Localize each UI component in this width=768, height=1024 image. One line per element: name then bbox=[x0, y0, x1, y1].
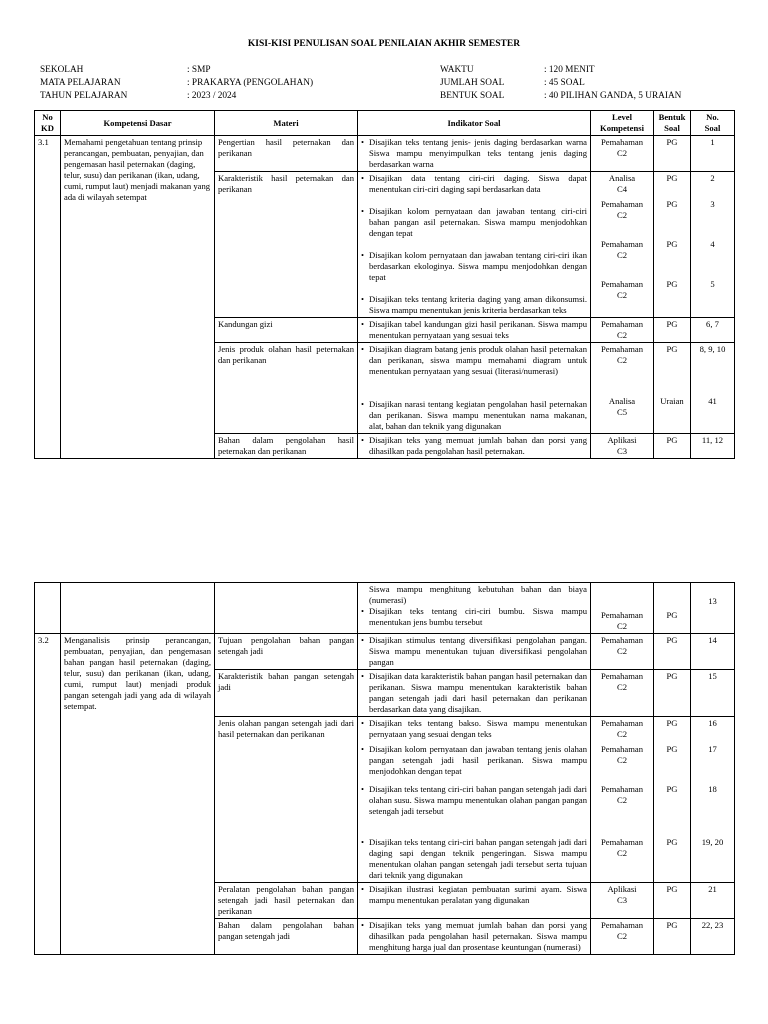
bentuk-cell: PG bbox=[654, 634, 691, 670]
materi-cell: Jenis produk olahan hasil peternakan dan perikanan bbox=[215, 343, 358, 434]
bentuk-cell: PG bbox=[654, 919, 691, 955]
indikator-item: • Disajikan teks tentang kriteria daging yang aman dikonsumsi. Siswa mampu menentukan jenis kriteria berdasarkan teks bbox=[361, 294, 587, 316]
materi-cell: Bahan dalam pengolahan bahan pangan setengah jadi bbox=[215, 919, 358, 955]
indikator-item: • Disajikan data tentang ciri-ciri daging. Siswa dapat menentukan ciri-ciri daging sapi berdasarkan data bbox=[361, 173, 587, 206]
table-header-row bbox=[35, 111, 735, 136]
table-row bbox=[35, 136, 735, 172]
no-soal-cell: 2 3 4 5 bbox=[691, 172, 735, 318]
meta-value: : 120 MENIT bbox=[544, 65, 595, 75]
indikator-item: • Disajikan kolom pernyataan dan jawaban tentang ciri-ciri ikan berdasarkan ekologinya. Siswa mampu menjodohkan dengan tepat bbox=[361, 250, 587, 294]
indikator-cell bbox=[358, 318, 591, 343]
no-soal-cell: 15 bbox=[691, 670, 735, 717]
materi-cell: Bahan dalam pengolahan hasil peternakan dan perikanan bbox=[215, 434, 358, 459]
materi-cell bbox=[215, 583, 358, 634]
header-bentuk: Bentuk Soal bbox=[654, 111, 691, 136]
meta-row-sekolah bbox=[40, 64, 420, 77]
header-no-kd: No KD bbox=[35, 111, 61, 136]
level-cell: Pemahaman C2 Pemahaman C2 Pemahaman C2 Pemahaman C2 bbox=[591, 717, 654, 883]
no-soal-cell: 11, 12 bbox=[691, 434, 735, 459]
indikator-cell bbox=[358, 583, 591, 634]
indikator-item: • Disajikan narasi tentang kegiatan pengolahan hasil peternakan dan perikanan. Siswa mampu menentukan nama makanan, alat, bahan dan teknik yang digunakan bbox=[361, 399, 587, 432]
meta-label: SEKOLAH bbox=[40, 65, 84, 75]
indikator-continued-text: Siswa mampu menghitung kebutuhan bahan dan biaya (numerasi) bbox=[369, 584, 587, 605]
bentuk-cell: PG Uraian bbox=[654, 343, 691, 434]
header-no-soal: No. Soal bbox=[691, 111, 735, 136]
meta-row-bentuk bbox=[440, 90, 740, 103]
no-soal-cell: 6, 7 bbox=[691, 318, 735, 343]
indikator-item: • Disajikan teks yang memuat jumlah bahan dan porsi yang dihasilkan pada pengolahan hasil peternakan. Siswa mampu menghitung harga jual dan prosentase keuntungan (numerasi) bbox=[361, 920, 587, 953]
bentuk-cell: PG bbox=[654, 318, 691, 343]
materi-cell: Karakteristik bahan pangan setengah jadi bbox=[215, 670, 358, 717]
meta-row-tahun bbox=[40, 90, 420, 103]
level-cell: Pemahaman C2 bbox=[591, 919, 654, 955]
materi-cell: Pengertian hasil peternakan dan perikanan bbox=[215, 136, 358, 172]
indikator-item: • Disajikan teks tentang jenis- jenis daging berdasarkan warna Siswa mampu menyimpulkan teks tentang jenis daging berdasarkan warna bbox=[361, 137, 587, 170]
meta-label: TAHUN PELAJARAN bbox=[40, 91, 128, 101]
header-materi: Materi bbox=[215, 111, 358, 136]
kd-number: 3.2 bbox=[35, 634, 61, 955]
meta-row-mapel bbox=[40, 77, 420, 90]
materi-cell: Karakteristik hasil peternakan dan perikanan bbox=[215, 172, 358, 318]
indikator-cell bbox=[358, 634, 591, 670]
level-cell: Pemahaman C2 bbox=[591, 318, 654, 343]
level-cell: Pemahaman C2 bbox=[591, 136, 654, 172]
level-cell: Pemahaman C2 bbox=[591, 670, 654, 717]
no-soal-cell: 16 17 18 19, 20 bbox=[691, 717, 735, 883]
meta-label: JUMLAH SOAL bbox=[440, 78, 505, 88]
meta-value: : 2023 / 2024 bbox=[187, 91, 237, 101]
bentuk-cell: PG PG PG PG bbox=[654, 172, 691, 318]
meta-left bbox=[40, 64, 420, 103]
no-soal-cell: 14 bbox=[691, 634, 735, 670]
no-soal-cell: 22, 23 bbox=[691, 919, 735, 955]
kisi-kisi-table-page-2 bbox=[34, 582, 735, 955]
bentuk-cell: PG bbox=[654, 136, 691, 172]
kompetensi-dasar bbox=[61, 583, 215, 634]
level-cell: Pemahaman C2 bbox=[591, 583, 654, 634]
level-cell: Pemahaman C2 Analisa C5 bbox=[591, 343, 654, 434]
indikator-item: • Disajikan teks tentang ciri-ciri bahan pangan setengah jadi dari daging sapi dengan teknik pengeringan. Siswa mampu menentukan olahan pangan setengah jadi tersebut serta tujuan dari teknik yang digunakan bbox=[361, 837, 587, 881]
indikator-item: • Disajikan kolom pernyataan dan jawaban tentang ciri-ciri bahan pangan asil peternakan. Siswa mampu menjodohkan dengan tepat bbox=[361, 206, 587, 250]
level-cell: Pemahaman C2 bbox=[591, 634, 654, 670]
indikator-cell bbox=[358, 136, 591, 172]
bentuk-cell: PG bbox=[654, 883, 691, 919]
meta-row-waktu bbox=[440, 64, 740, 77]
level-cell: Aplikasi C3 bbox=[591, 434, 654, 459]
meta-value: : SMP bbox=[187, 65, 211, 75]
table-row-continued bbox=[35, 583, 735, 634]
indikator-item: • Disajikan teks yang memuat jumlah bahan dan porsi yang dihasilkan pada pengolahan hasil peternakan. bbox=[361, 435, 587, 457]
indikator-item: • Disajikan stimulus tentang diversifikasi pengolahan pangan. Siswa mampu menentukan tujuan diversifikasi pengolahan pangan bbox=[361, 635, 587, 668]
meta-label: WAKTU bbox=[440, 65, 474, 75]
indikator-cell bbox=[358, 717, 591, 883]
materi-cell: Peralatan pengolahan bahan pangan setengah jadi hasil peternakan dan perikanan bbox=[215, 883, 358, 919]
meta-label: MATA PELAJARAN bbox=[40, 78, 121, 88]
indikator-item: • Disajikan kolom pernyataan dan jawaban tentang jenis olahan pangan setengah jadi hasil perikanan. Siswa mampu menjodohkan dengan tepat bbox=[361, 744, 587, 784]
kisi-kisi-table-page-1 bbox=[34, 110, 735, 459]
kd-number: 3.1 bbox=[35, 136, 61, 459]
materi-cell: Kandungan gizi bbox=[215, 318, 358, 343]
no-soal-cell: 21 bbox=[691, 883, 735, 919]
meta-value: : PRAKARYA (PENGOLAHAN) bbox=[187, 78, 314, 88]
indikator-item: • Disajikan diagram batang jenis produk olahan hasil peternakan dan perikanan, siswa mampu memahami diagram untuk menentukan pernyataan yang sesuai (literasi/numerasi) bbox=[361, 344, 587, 399]
indikator-item: • Disajikan teks tentang ciri-ciri bahan pangan setengah jadi dari olahan susu. Siswa mampu menentukan olahan pangan pangan setengah jadi tersebut bbox=[361, 784, 587, 837]
header-level: Level Kompetensi bbox=[591, 111, 654, 136]
document-title: KISI-KISI PENULISAN SOAL PENILAIAN AKHIR SEMESTER bbox=[247, 39, 521, 49]
no-soal-cell: 1 bbox=[691, 136, 735, 172]
indikator-cell bbox=[358, 343, 591, 434]
table-row bbox=[35, 634, 735, 670]
indikator-item: • Disajikan teks tentang ciri-ciri bumbu. Siswa mampu menentukan jens bumbu tersebut bbox=[361, 606, 587, 628]
indikator-item: • Disajikan tabel kandungan gizi hasil perikanan. Siswa mampu menentukan pernyataan yang sesuai teks bbox=[361, 319, 587, 341]
bentuk-cell: PG bbox=[654, 670, 691, 717]
indikator-item: • Disajikan ilustrasi kegiatan pembuatan surimi ayam. Siswa mampu menentukan peralatan yang digunakan bbox=[361, 884, 587, 906]
materi-cell: Jenis olahan pangan setengah jadi dari hasil peternakan dan perikanan bbox=[215, 717, 358, 883]
kompetensi-dasar: Memahami pengetahuan tentang prinsip perancangan, pembuatan, penyajian, dan pengemasan hasil peternakan (daging, telur, susu) dan perikanan (ikan, udang, cumi, rumput laut) menjadi makanan yang ada di wilayah setempat bbox=[61, 136, 215, 459]
header-indikator: Indikator Soal bbox=[358, 111, 591, 136]
meta-right bbox=[440, 64, 740, 103]
header-kompetensi: Kompetensi Dasar bbox=[61, 111, 215, 136]
indikator-cell bbox=[358, 670, 591, 717]
bentuk-cell: PG bbox=[654, 583, 691, 634]
indikator-cell bbox=[358, 919, 591, 955]
bentuk-cell: PG bbox=[654, 434, 691, 459]
materi-cell: Tujuan pengolahan bahan pangan setengah jadi bbox=[215, 634, 358, 670]
kd-number bbox=[35, 583, 61, 634]
meta-value: : 45 SOAL bbox=[544, 78, 585, 88]
meta-row-jumlah bbox=[440, 77, 740, 90]
bentuk-cell: PG PG PG PG bbox=[654, 717, 691, 883]
indikator-item: • Disajikan data karakteristik bahan pangan hasil peternakan dan perikanan. Siswa mampu menentukan karakteristik bahan pangan setengah jadi dari hasil peternakan dan perikanan berdasarkan data yang disajikan. bbox=[361, 671, 587, 715]
indikator-cell bbox=[358, 172, 591, 318]
meta-value: : 40 PILIHAN GANDA, 5 URAIAN bbox=[544, 91, 682, 101]
no-soal-cell: 8, 9, 10 41 bbox=[691, 343, 735, 434]
meta-label: BENTUK SOAL bbox=[440, 91, 505, 101]
level-cell: Aplikasi C3 bbox=[591, 883, 654, 919]
indikator-item: • Disajikan teks tentang bakso. Siswa mampu menentukan pernyataan yang sesuai dengan teks bbox=[361, 718, 587, 744]
indikator-cell bbox=[358, 434, 591, 459]
kompetensi-dasar: Menganalisis prinsip perancangan, pembuatan, penyajian, dan pengemasan bahan pangan hasil peternakan (daging, telur, susu) dan perikanan (ikan, udang, cumi, rumput laut) menjadi produk pangan setengah jadi yang ada di wilayah setempat. bbox=[61, 634, 215, 955]
level-cell: Analisa C4 Pemahaman C2 Pemahaman C2 Pemahaman C2 bbox=[591, 172, 654, 318]
no-soal-cell: 13 bbox=[691, 583, 735, 634]
indikator-cell bbox=[358, 883, 591, 919]
